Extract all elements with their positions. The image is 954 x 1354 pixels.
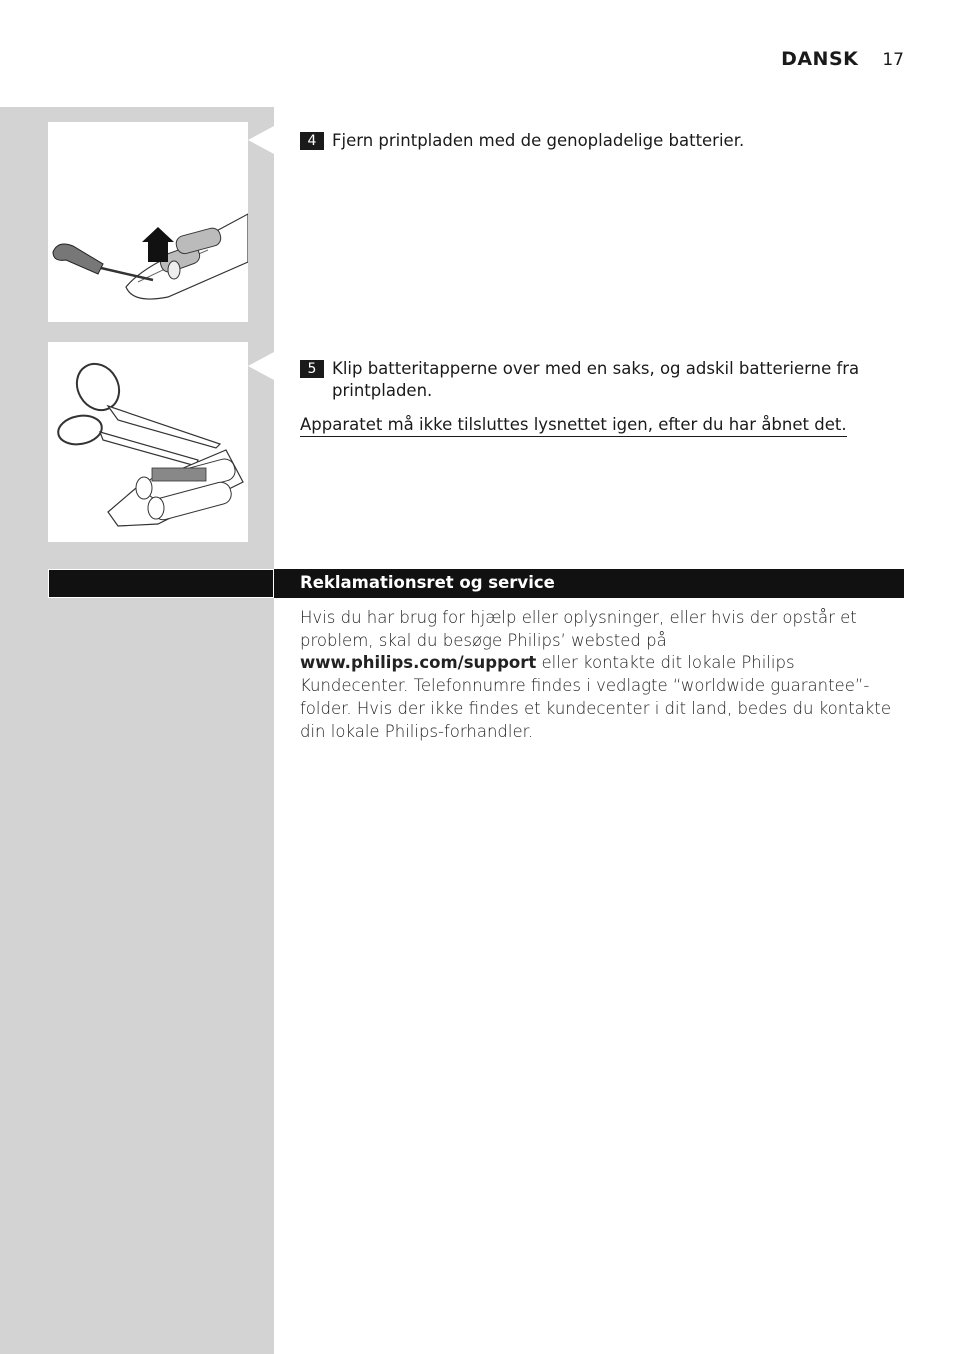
figure-pointer (248, 352, 274, 380)
step-5 (300, 358, 900, 402)
safety-warning: Apparatet må ikke tilsluttes lysnettet igen, efter du har åbnet det. (300, 414, 847, 437)
figure-pointer (248, 126, 274, 154)
screwdriver-battery-illustration (48, 122, 248, 322)
illustration-remove-pcb (48, 122, 248, 322)
step-text: Fjern printpladen med de genopladelige batterier. (332, 131, 745, 150)
step-number-badge: 4 (300, 132, 324, 150)
body-text-part1: Hvis du har brug for hjælp eller oplysninger, eller hvis der opstår et problem, skal du besøge Philips’ websted på (300, 608, 857, 650)
scissors-battery-illustration (48, 342, 248, 542)
illustration-cut-tabs (48, 342, 248, 542)
page-number: 17 (882, 50, 904, 70)
step-text: Klip batteritapperne over med en saks, og adskil batterierne fra printpladen. (332, 359, 860, 400)
step-number-badge: 5 (300, 360, 324, 378)
body-text-part2: eller kontakte dit lokale Philips Kundecenter. Telefonnumre findes i vedlagte “worldwide guarantee”-folder. Hvis der ikke findes et kundecenter i dit land, bedes du kontakte din lokale Philips-forhandler. (300, 653, 891, 741)
section-title: Reklamationsret og service (300, 573, 555, 592)
step-4 (300, 130, 900, 152)
language-label: DANSK (781, 48, 859, 70)
support-url: www.philips.com/support (300, 653, 537, 673)
section-header-left-frame (48, 569, 274, 598)
page-header (781, 48, 904, 70)
section-body (300, 607, 904, 743)
